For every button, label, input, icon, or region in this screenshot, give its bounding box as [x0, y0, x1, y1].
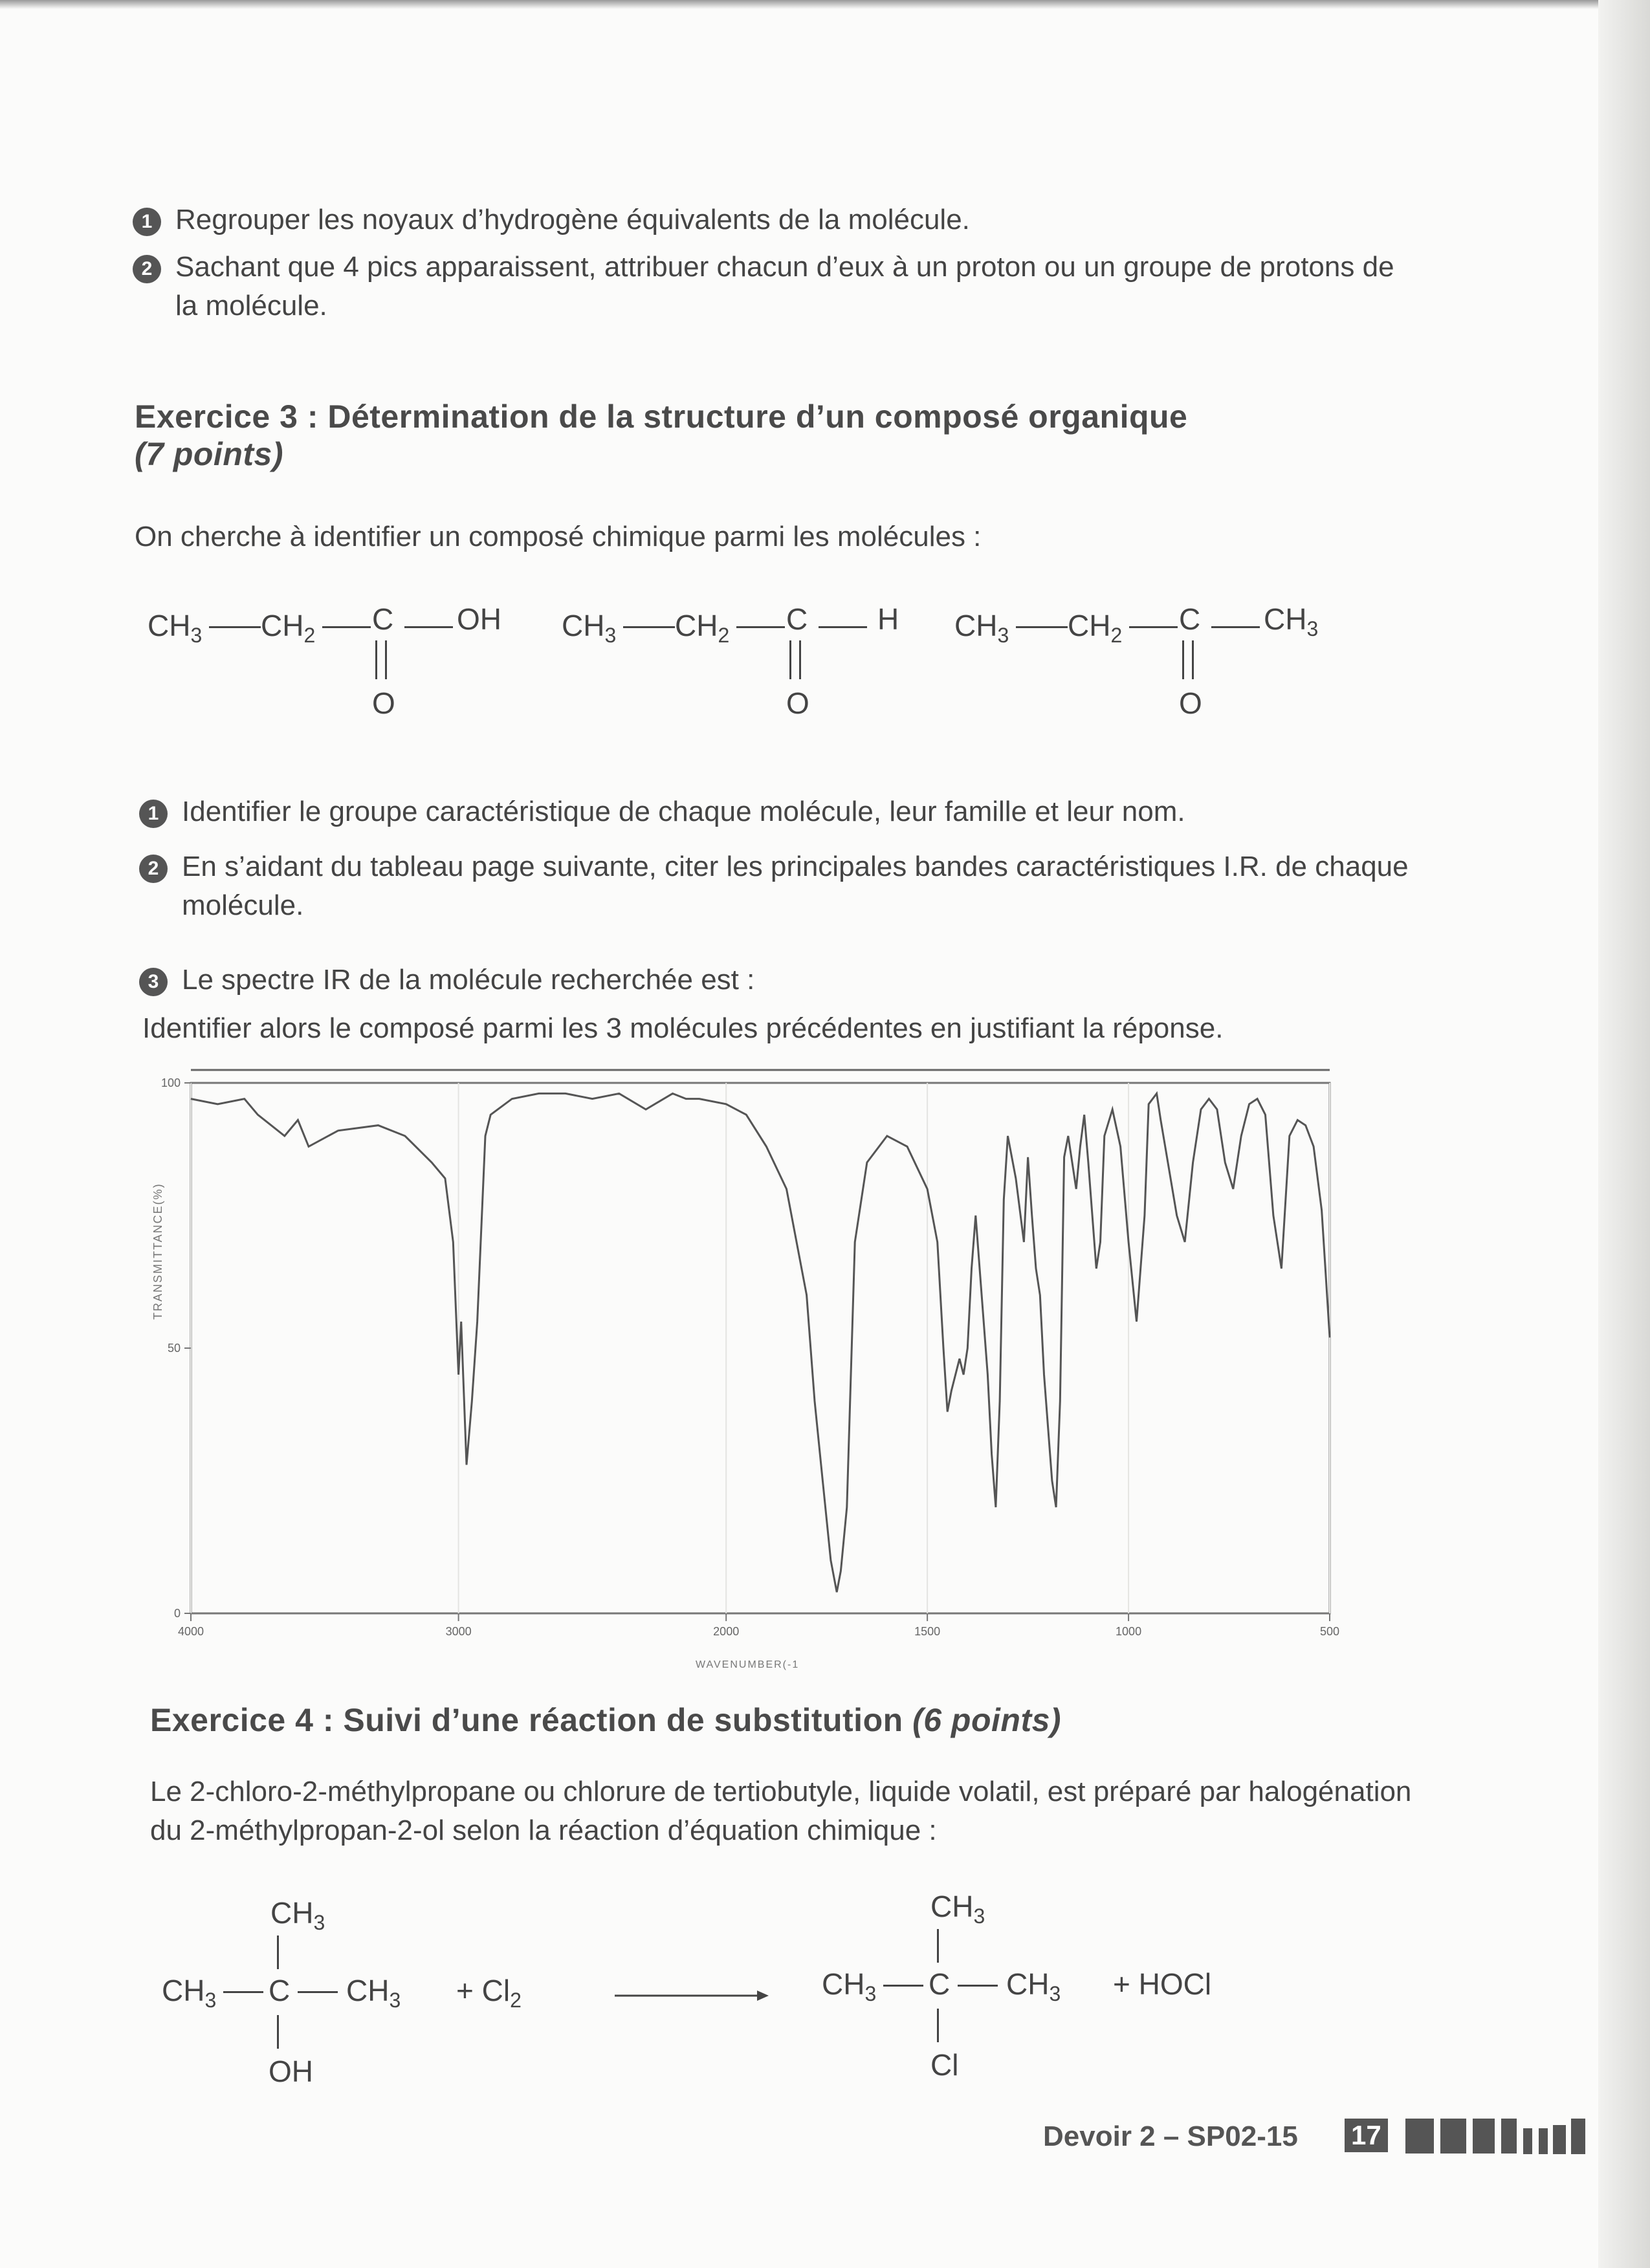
footer-decor-bar	[1501, 2119, 1517, 2154]
footer-label: Devoir 2 – SP02-15	[1043, 2121, 1298, 2152]
exercise3-heading: Exercice 3 : Détermination de la structure d’un composé organique	[135, 398, 1188, 435]
question-text-line2: molécule.	[182, 889, 304, 921]
footer-decor-bar	[1473, 2119, 1495, 2154]
page-number: 17	[1345, 2119, 1388, 2152]
footer-decor-bar	[1523, 2128, 1532, 2154]
exercise3-question-1	[139, 792, 1498, 831]
byproduct-hypochlorous-acid: + HOCl	[1113, 1967, 1212, 2001]
exercise3-molecules: $CH_3$ $CH_2$ C OH O $CH_3$ $CH_2$ C H O $CH_3$ $CH_2$ C $CH_3$ O	[148, 602, 1319, 720]
question-text: Identifier le groupe caractéristique de chaque molécule, leur famille et leur nom.	[182, 796, 1185, 827]
x-axis-label: WAVENUMBER(-1	[696, 1659, 800, 1670]
exercise3-conclusion: Identifier alors le composé parmi les 3 molécules précédentes en justifiant la réponse.	[142, 1012, 1224, 1044]
y-tick-label: 0	[173, 1607, 181, 1620]
question-number-badge: 3	[139, 968, 168, 996]
footer-decor-bar	[1553, 2125, 1566, 2154]
reagent-chlorine: + $Cl_2$	[456, 1974, 522, 2012]
question-text-line2: la molécule.	[175, 290, 327, 322]
x-axis-ticks	[178, 1613, 1339, 1638]
intro-line2: du 2-méthylpropan-2-ol selon la réaction d’équation chimique :	[150, 1815, 937, 1846]
question-text-line1: Sachant que 4 pics apparaissent, attribuer chacun d’eux à un proton ou un groupe de protons de	[175, 251, 1394, 283]
ir-spectrum-chart	[139, 1061, 1356, 1675]
exercise4-intro	[150, 1772, 1541, 1850]
x-tick-label: 4000	[177, 1625, 204, 1638]
footer-decor-bar	[1440, 2119, 1466, 2154]
exercise2-question-1	[133, 201, 1491, 239]
exercise2-question-2	[133, 248, 1524, 325]
intro-line1: Le 2-chloro-2-méthylpropane ou chlorure de tertiobutyle, liquide volatil, est préparé par halogénation	[150, 1776, 1412, 1807]
question-number-badge: 2	[139, 855, 168, 883]
exercise3-points: (7 points)	[135, 436, 283, 472]
exercise4-heading: Exercice 4 : Suivi d’une réaction de substitution	[150, 1702, 903, 1738]
exercise3-question-2	[139, 847, 1498, 925]
x-tick-label: 2000	[713, 1625, 740, 1638]
x-tick-label: 1500	[914, 1625, 941, 1638]
footer-decor-bar	[1571, 2119, 1585, 2154]
chart-frame	[191, 1083, 1330, 1613]
y-tick-label: 100	[160, 1076, 181, 1089]
reaction-arrow-icon	[615, 1986, 770, 2005]
spectrum-series-line	[191, 1093, 1330, 1592]
exercise4-title	[150, 1701, 1574, 1739]
x-tick-label: 1000	[1116, 1625, 1142, 1638]
question-text: Regrouper les noyaux d’hydrogène équivalents de la molécule.	[175, 204, 970, 235]
x-tick-label: 3000	[445, 1625, 472, 1638]
x-tick-label: 500	[1319, 1625, 1340, 1638]
footer-decor-bar	[1405, 2119, 1434, 2154]
exercise3-intro: On cherche à identifier un composé chimique parmi les molécules :	[135, 521, 982, 552]
question-text: Le spectre IR de la molécule recherchée est :	[182, 964, 755, 996]
page-top-edge	[0, 0, 1650, 9]
exercise3-title	[135, 398, 1558, 473]
question-text-line1: En s’aidant du tableau page suivante, citer les principales bandes caractéristiques I.R. de chaque	[182, 851, 1409, 882]
question-number-badge: 1	[139, 800, 168, 828]
y-tick-label: 50	[167, 1342, 181, 1355]
question-number-badge: 2	[133, 255, 161, 283]
footer-decor-bar	[1539, 2128, 1548, 2154]
page-binding-shadow	[1598, 0, 1650, 2268]
reaction-equation: $CH_3$ $CH_3$ C $CH_3$ OH + $Cl_2$ $CH_3$ $CH_3$ C $CH_3$ Cl + HOCl	[162, 1890, 1212, 2088]
chart-gridlines	[191, 1083, 1330, 1613]
exercise4-points: (6 points)	[912, 1702, 1062, 1738]
y-axis-label: TRANSMITTANCE(%)	[151, 1183, 164, 1320]
y-axis-ticks	[161, 1076, 191, 1620]
question-number-badge: 1	[133, 208, 161, 236]
exercise3-question-3	[139, 961, 1498, 999]
